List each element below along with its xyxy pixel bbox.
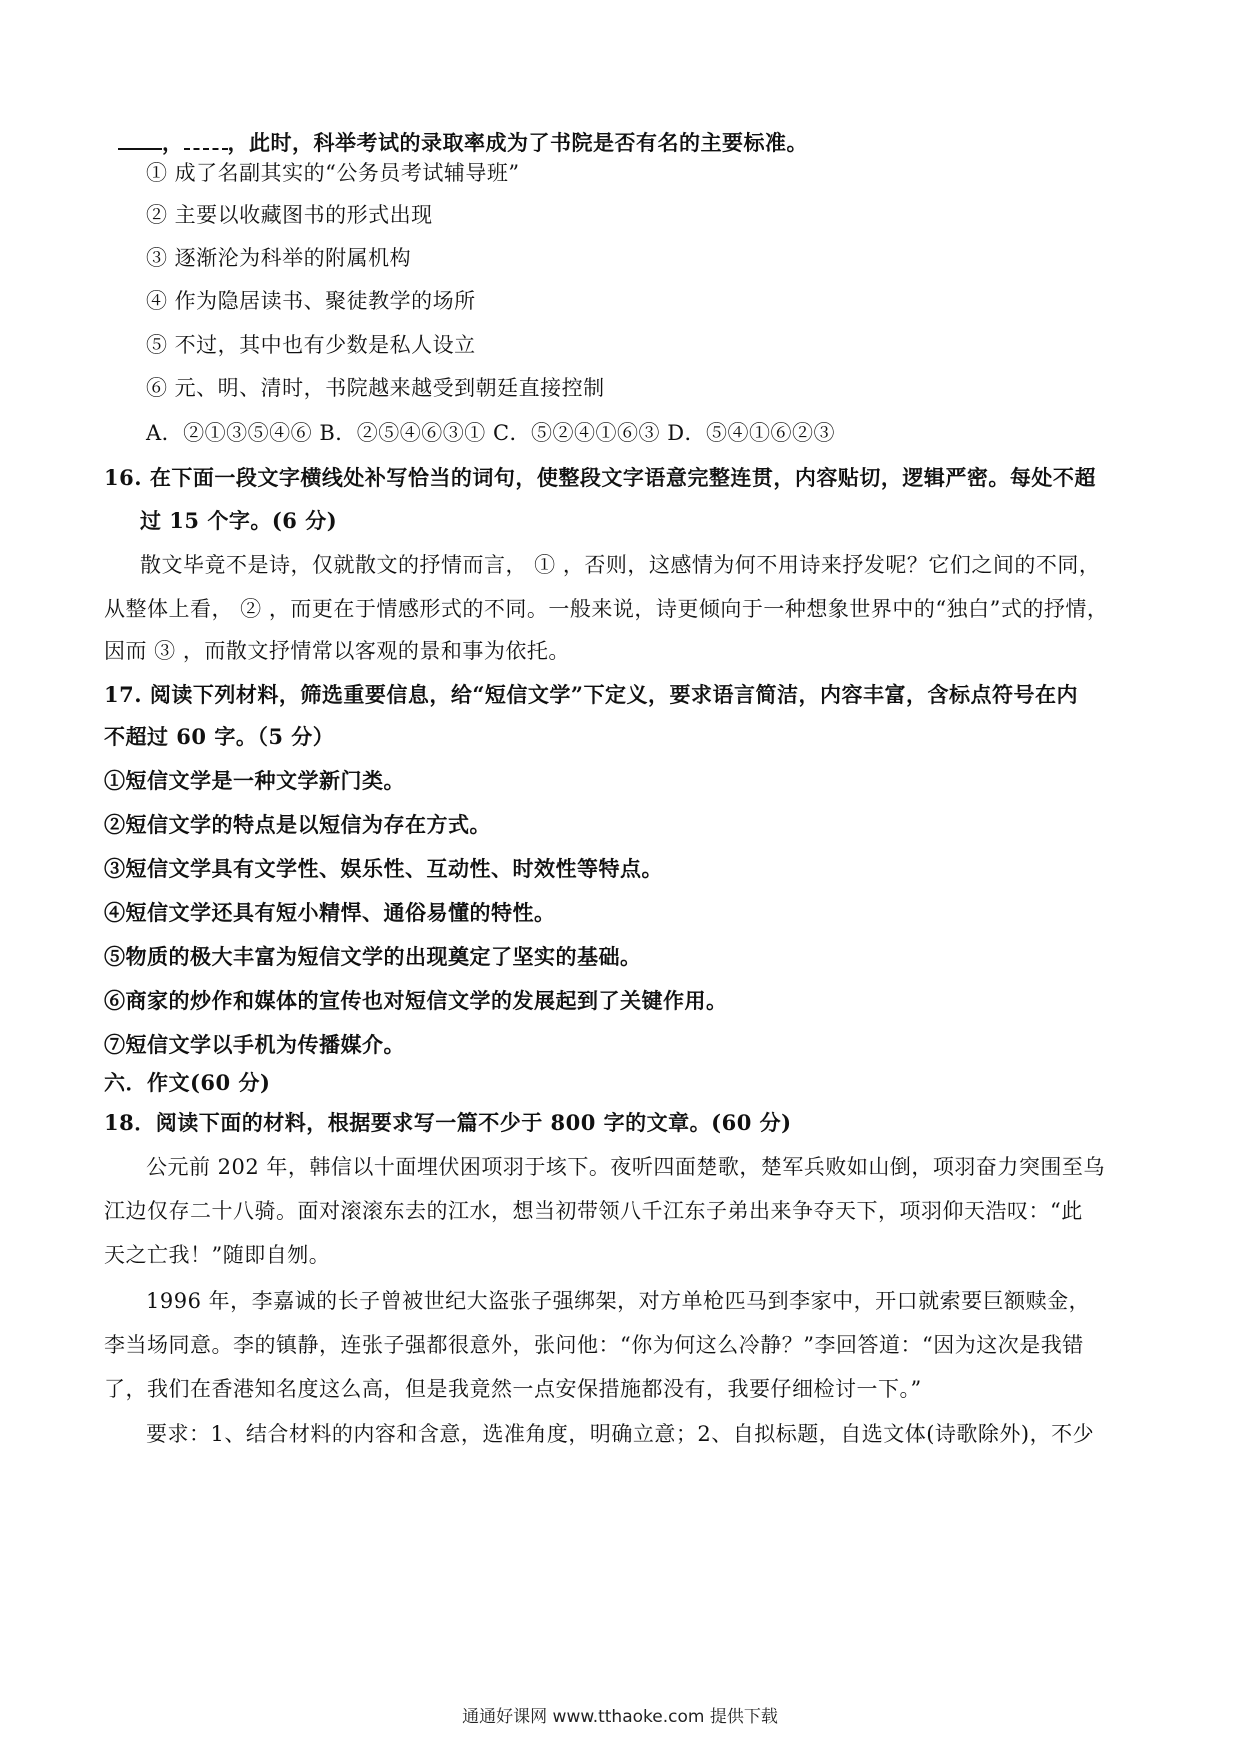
q18-material-line: 公元前 202 年，韩信以十面埋伏困项羽于垓下。夜听四面楚歌，楚军兵败如山倒，项羽奋力突围至乌 xyxy=(146,1155,1105,1179)
page-footer: 通通好课网 www.tthaoke.com 提供下载 xyxy=(462,1707,778,1727)
q18-material-line: 天之亡我！”随即自刎。 xyxy=(104,1243,331,1267)
q17-question-line2: 不超过 60 字。（5 分） xyxy=(104,724,335,749)
section-heading: 六．作文(60 分) xyxy=(104,1070,271,1095)
q18-material-line: 了，我们在香港知名度这么高，但是我竟然一点安保措施都没有，我要仔细检讨一下。” xyxy=(104,1377,922,1401)
blank-separator: ， xyxy=(162,130,184,155)
q15-options: A．②①③⑤④⑥ B．②⑤④⑥③① C．⑤②④①⑥③ D．⑤④①⑥②③ xyxy=(146,421,836,445)
q18-material-line: 1996 年，李嘉诚的长子曾被世纪大盗张子强绑架，对方单枪匹马到李家中，开口就索要巨额赎金， xyxy=(146,1289,1091,1313)
q17-item: ⑤物质的极大丰富为短信文学的出现奠定了坚实的基础。 xyxy=(104,944,642,969)
q15-item: ⑥ 元、明、清时，书院越来越受到朝廷直接控制 xyxy=(146,376,605,400)
q16-question-line2: 过 15 个字。(6 分) xyxy=(140,508,338,533)
q15-tail-text: ，此时，科举考试的录取率成为了书院是否有名的主要标准。 xyxy=(227,130,808,155)
q15-item: ① 成了名副其实的“公务员考试辅导班” xyxy=(146,161,520,185)
q16-passage-line: 散文毕竟不是诗，仅就散文的抒情而言， ① ，否则，这感情为何不用诗来抒发呢？它们之间的不同， xyxy=(140,553,1101,577)
q18-material-line: 江边仅存二十八骑。面对滚滚东去的江水，想当初带领八千江东子弟出来争夺天下，项羽仰天浩叹：“此 xyxy=(104,1199,1083,1223)
q15-tail-line xyxy=(118,128,808,158)
q17-item: ④短信文学还具有短小精悍、通俗易懂的特性。 xyxy=(104,900,556,925)
q17-item: ⑥商家的炒作和媒体的宣传也对短信文学的发展起到了关键作用。 xyxy=(104,988,728,1013)
answer-blank xyxy=(118,128,162,150)
q15-item: ③ 逐渐沦为科举的附属机构 xyxy=(146,246,412,270)
q15-item: ⑤ 不过，其中也有少数是私人设立 xyxy=(146,333,476,357)
q17-item: ①短信文学是一种文学新门类。 xyxy=(104,768,405,793)
q18-material-line: 李当场同意。李的镇静，连张子强都很意外，张问他：“你为何这么冷静？”李回答道：“因为这次是我错 xyxy=(104,1333,1084,1357)
q17-item: ⑦短信文学以手机为传播媒介。 xyxy=(104,1032,405,1057)
q16-question-line1: 16. 在下面一段文字横线处补写恰当的词句，使整段文字语意完整连贯，内容贴切，逻辑严密。每处不超 xyxy=(104,465,1096,490)
q17-question-line1: 17. 阅读下列材料，筛选重要信息，给“短信文学”下定义，要求语言简洁，内容丰富，含标点符号在内 xyxy=(104,682,1079,707)
q17-item: ③短信文学具有文学性、娱乐性、互动性、时效性等特点。 xyxy=(104,856,663,881)
q15-item: ④ 作为隐居读书、聚徒教学的场所 xyxy=(146,289,476,313)
q17-item: ②短信文学的特点是以短信为存在方式。 xyxy=(104,812,491,837)
q15-item: ② 主要以收藏图书的形式出现 xyxy=(146,203,433,227)
q18-requirements: 要求：1、结合材料的内容和含意，选准角度，明确立意；2、自拟标题，自选文体(诗歌除外)，不少 xyxy=(146,1422,1095,1446)
q16-passage-line: 从整体上看， ② ，而更在于情感形式的不同。一般来说，诗更倾向于一种想象世界中的“独白”式的抒情， xyxy=(104,597,1109,621)
q16-passage-line: 因而 ③ ，而散文抒情常以客观的景和事为依托。 xyxy=(104,639,570,663)
q18-question: 18．阅读下面的材料，根据要求写一篇不少于 800 字的文章。(60 分) xyxy=(104,1110,792,1135)
answer-blank xyxy=(184,128,228,150)
